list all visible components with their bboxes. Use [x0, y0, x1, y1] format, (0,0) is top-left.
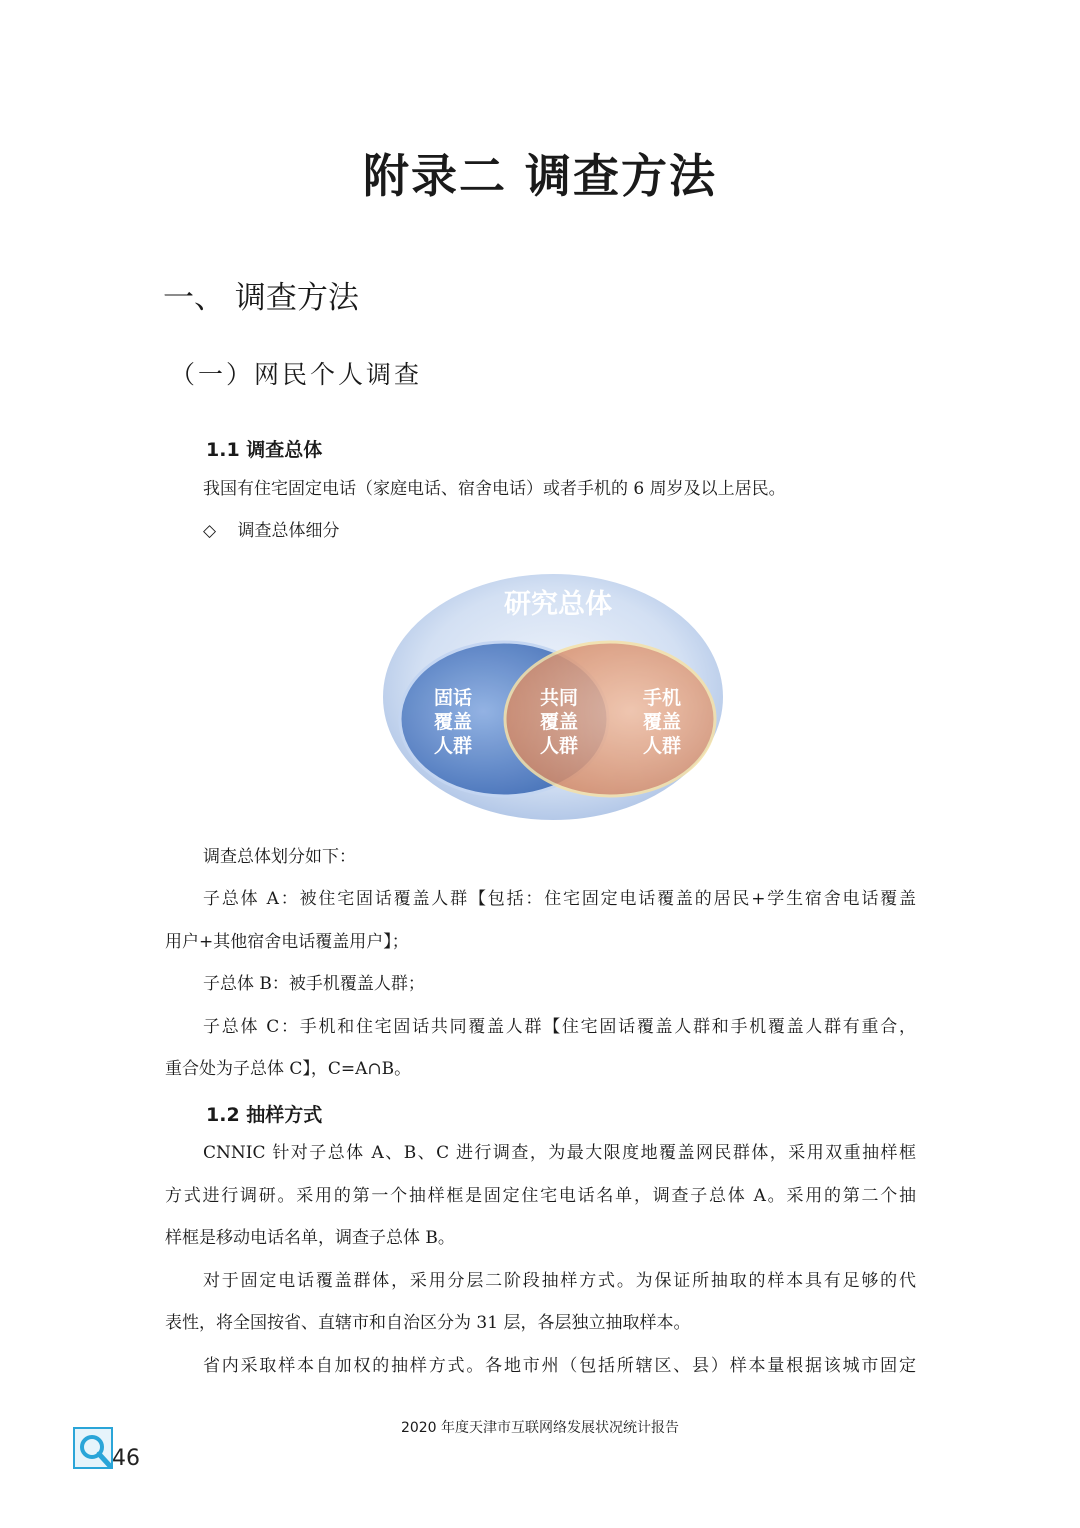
sampling-p1-line-2: 方式进行调研。采用的第一个抽样框是固定住宅电话名单，调查子总体 A。采用的第二个抽 — [165, 1186, 916, 1206]
sampling-p1-line-3: 样框是移动电话名单，调查子总体 B。 — [165, 1228, 455, 1248]
heading-1-2: 1.2 抽样方式 — [206, 1104, 323, 1126]
footer-report-title: 2020 年度天津市互联网络发展状况统计报告 — [400, 1420, 680, 1436]
right-label-line-2: 覆盖 — [642, 711, 682, 733]
population-definition: 我国有住宅固定电话（家庭电话、宿舍电话）或者手机的 6 周岁及以上居民。 — [203, 479, 786, 499]
subpop-b-line: 子总体 B：被手机覆盖人群； — [203, 974, 425, 994]
page-number: 46 — [112, 1446, 140, 1471]
right-label-line-3: 人群 — [642, 735, 682, 757]
sampling-p2-line-1: 对于固定电话覆盖群体，采用分层二阶段抽样方式。为保证所抽取的样本具有足够的代 — [203, 1271, 916, 1291]
outer-label: 研究总体 — [504, 589, 612, 620]
subpop-a-line-1: 子总体 A：被住宅固话覆盖人群【包括：住宅固定电话覆盖的居民+学生宿舍电话覆盖 — [203, 889, 916, 909]
diamond-bullet-icon: ◇ — [203, 521, 217, 541]
sampling-p3-line-1: 省内采取样本自加权的抽样方式。各地市州（包括所辖区、县）样本量根据该城市固定 — [203, 1356, 916, 1376]
center-label-line-3: 人群 — [539, 735, 579, 757]
mobile-circle — [505, 642, 715, 796]
subsection-heading: （一）网民个人调查 — [170, 360, 423, 389]
bullet-label: 调查总体细分 — [237, 521, 340, 541]
subpop-c-line-2: 重合处为子总体 C】，C=A∩B。 — [165, 1059, 412, 1079]
subpop-c-line-1: 子总体 C：手机和住宅固话共同覆盖人群【住宅固话覆盖人群和手机覆盖人群有重合， — [203, 1017, 916, 1037]
section-heading: 一、 调查方法 — [163, 280, 359, 316]
sampling-p1-line-1: CNNIC 针对子总体 A、B、C 进行调查，为最大限度地覆盖网民群体，采用双重抽样框 — [203, 1143, 916, 1163]
center-label-line-2: 覆盖 — [539, 711, 579, 733]
left-label-line-2: 覆盖 — [433, 711, 473, 733]
report-logo-icon — [73, 1427, 115, 1471]
division-intro: 调查总体划分如下： — [203, 847, 356, 867]
left-label-line-1: 固话 — [433, 687, 473, 709]
center-label-line-1: 共同 — [539, 687, 579, 709]
subpop-a-line-2: 用户+其他宿舍电话覆盖用户】； — [165, 932, 409, 952]
page-title: 附录二 调查方法 — [362, 149, 717, 203]
heading-1-1: 1.1 调查总体 — [206, 439, 323, 461]
sampling-p2-line-2: 表性，将全国按省、直辖市和自治区分为 31 层，各层独立抽取样本。 — [165, 1313, 691, 1333]
bullet-item — [203, 519, 339, 544]
population-venn-diagram — [378, 568, 728, 826]
right-label-line-1: 手机 — [642, 687, 682, 709]
left-label-line-3: 人群 — [433, 735, 473, 757]
